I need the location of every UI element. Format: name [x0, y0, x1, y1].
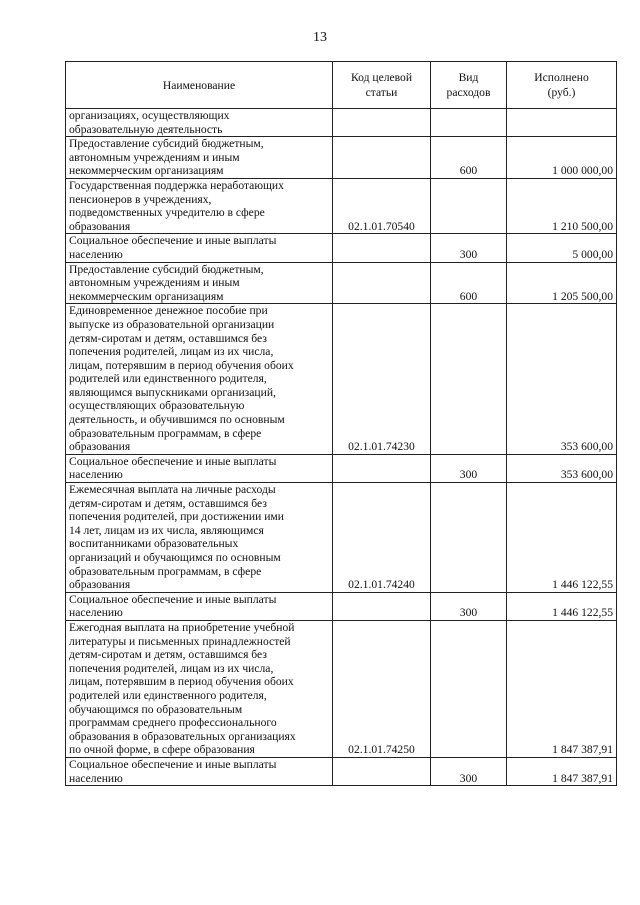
cell-name: организациях, осуществляющих образовательную деятельность [66, 109, 333, 137]
table-header-row [66, 62, 617, 109]
cell-code [333, 262, 431, 304]
cell-amount [507, 109, 617, 137]
cell-code: 02.1.01.74250 [333, 620, 431, 757]
cell-code [333, 757, 431, 785]
cell-amount: 1 847 387,91 [507, 620, 617, 757]
cell-amount: 353 600,00 [507, 454, 617, 482]
cell-type: 300 [431, 454, 507, 482]
table-row [66, 757, 617, 785]
cell-amount: 5 000,00 [507, 234, 617, 262]
cell-code [333, 234, 431, 262]
cell-name: Социальное обеспечение и иные выплаты населению [66, 454, 333, 482]
cell-amount: 1 446 122,55 [507, 483, 617, 593]
cell-type: 300 [431, 757, 507, 785]
cell-amount: 1 446 122,55 [507, 592, 617, 620]
cell-type: 600 [431, 262, 507, 304]
table-row [66, 454, 617, 482]
cell-type [431, 178, 507, 233]
cell-code [333, 109, 431, 137]
cell-code [333, 592, 431, 620]
table-row [66, 304, 617, 455]
table-row [66, 592, 617, 620]
cell-name: Социальное обеспечение и иные выплаты населению [66, 592, 333, 620]
cell-name: Предоставление субсидий бюджетным, автономным учреждениям и иным некоммерческим организациям [66, 137, 333, 179]
cell-name: Единовременное денежное пособие при выпуске из образовательной организации детям-сиротам и детям, оставшимся без попечения родителей, лицам из их числа, лицам, потерявшим в период обучения обоих родителей или единственного родителя, являющимся выпускниками организаций, осуществляющих образовательную деятельность, и обучившимся по основным образовательным программам, в сфере образования [66, 304, 333, 455]
table-row [66, 262, 617, 304]
cell-type [431, 483, 507, 593]
header-amount: Исполнено (руб.) [507, 62, 617, 109]
cell-name: Ежегодная выплата на приобретение учебной литературы и письменных принадлежностей детям-сиротам и детям, оставшимся без попечения родителей, лицам из их числа, лицам, потерявшим в период обучения обоих родителей или единственного родителя, обучающимся по образовательным программам среднего профессионального образования в образовательных организациях по очной форме, в сфере образования [66, 620, 333, 757]
table-row [66, 109, 617, 137]
cell-amount: 1 000 000,00 [507, 137, 617, 179]
cell-code [333, 137, 431, 179]
cell-type: 300 [431, 234, 507, 262]
cell-name: Ежемесячная выплата на личные расходы детям-сиротам и детям, оставшимся без попечения родителей, при достижении ими 14 лет, лицам из их числа, являющимся воспитанниками образовательных организаций и обучающимся по основным образовательным программам, в сфере образования [66, 483, 333, 593]
budget-execution-table [65, 61, 617, 786]
cell-code: 02.1.01.70540 [333, 178, 431, 233]
header-name: Наименование [66, 62, 333, 109]
cell-code: 02.1.01.74230 [333, 304, 431, 455]
cell-type: 600 [431, 137, 507, 179]
cell-type [431, 304, 507, 455]
cell-amount: 353 600,00 [507, 304, 617, 455]
cell-amount: 1 205 500,00 [507, 262, 617, 304]
cell-name: Государственная поддержка неработающих пенсионеров в учреждениях, подведомственных учредителю в сфере образования [66, 178, 333, 233]
cell-type [431, 109, 507, 137]
cell-name: Социальное обеспечение и иные выплаты населению [66, 757, 333, 785]
cell-code [333, 454, 431, 482]
table-row [66, 137, 617, 179]
table-row [66, 483, 617, 593]
cell-type: 300 [431, 592, 507, 620]
cell-name: Предоставление субсидий бюджетным, автономным учреждениям и иным некоммерческим организациям [66, 262, 333, 304]
cell-amount: 1 847 387,91 [507, 757, 617, 785]
header-code: Код целевой статьи [333, 62, 431, 109]
table-row [66, 178, 617, 233]
cell-type [431, 620, 507, 757]
header-type: Вид расходов [431, 62, 507, 109]
cell-amount: 1 210 500,00 [507, 178, 617, 233]
table-row [66, 234, 617, 262]
cell-code: 02.1.01.74240 [333, 483, 431, 593]
cell-name: Социальное обеспечение и иные выплаты населению [66, 234, 333, 262]
table-row [66, 620, 617, 757]
page-number: 13 [313, 30, 327, 45]
